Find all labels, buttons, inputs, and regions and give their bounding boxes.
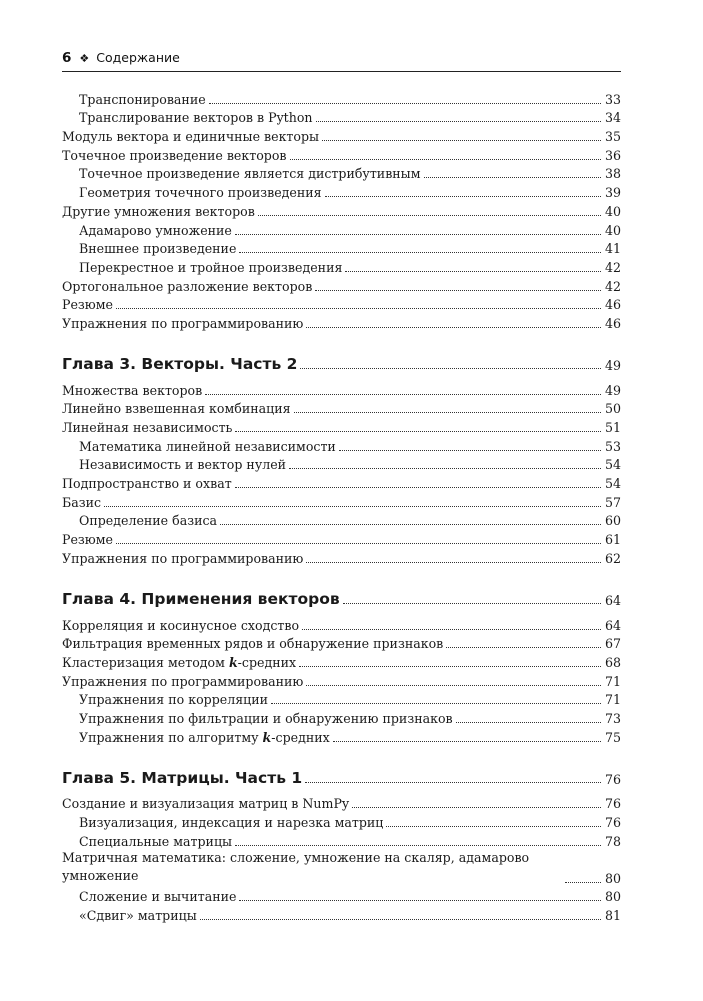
dot-leader bbox=[209, 103, 601, 104]
entry-page-number: 51 bbox=[604, 420, 621, 435]
toc-entry[interactable] bbox=[62, 651, 621, 670]
entry-page-number: 41 bbox=[604, 241, 621, 257]
dot-leader bbox=[345, 271, 601, 272]
entry-page-number: 80 bbox=[604, 889, 621, 905]
entry-page-number: 46 bbox=[604, 297, 621, 313]
dot-leader bbox=[205, 394, 601, 395]
toc-subentry[interactable] bbox=[62, 904, 621, 923]
entry-title bbox=[79, 712, 453, 726]
dot-leader bbox=[456, 722, 601, 723]
entry-title-text: Перекрестное и тройное произведения bbox=[79, 259, 343, 275]
toc-entry[interactable] bbox=[62, 275, 621, 294]
entry-title bbox=[62, 619, 299, 633]
entry-page-number: 40 bbox=[604, 222, 621, 238]
dot-leader bbox=[235, 845, 601, 846]
dot-leader bbox=[306, 685, 601, 686]
dot-leader bbox=[306, 562, 601, 563]
toc-subentry[interactable] bbox=[62, 238, 621, 257]
dot-leader bbox=[235, 487, 601, 488]
entry-title bbox=[79, 93, 206, 107]
entry-page-number: 68 bbox=[604, 654, 621, 670]
entry-title-text: Упражнения по программированию bbox=[62, 315, 304, 331]
toc-entry[interactable] bbox=[62, 528, 621, 547]
entry-title bbox=[62, 149, 287, 163]
entry-title bbox=[62, 477, 232, 491]
toc-subentry[interactable] bbox=[62, 163, 621, 182]
dot-leader bbox=[290, 159, 601, 160]
entry-title-text: Независимость и вектор нулей bbox=[79, 457, 287, 473]
chapter-title: Глава 3. Векторы. Часть 2 bbox=[62, 354, 298, 373]
running-header bbox=[62, 50, 621, 72]
entry-page-number: 50 bbox=[604, 401, 621, 417]
entry-page-number: 53 bbox=[604, 438, 621, 454]
dot-leader bbox=[333, 741, 601, 742]
entry-title-text: Визуализация, индексация и нарезка матриц bbox=[79, 815, 384, 830]
dot-leader bbox=[294, 412, 601, 413]
dot-leader bbox=[352, 807, 601, 808]
toc-entry[interactable] bbox=[62, 312, 621, 331]
entry-page-number: 76 bbox=[604, 815, 621, 830]
toc-entry[interactable] bbox=[62, 416, 621, 435]
entry-title-text: Точечное произведение векторов bbox=[62, 147, 287, 163]
entry-title-text: Точечное произведение является дистрибутивным bbox=[79, 166, 421, 182]
dot-leader bbox=[316, 121, 601, 122]
toc-entry[interactable] bbox=[62, 125, 621, 144]
toc-subentry[interactable] bbox=[62, 726, 621, 745]
entry-title-text: Упражнения по алгоритму bbox=[79, 729, 263, 745]
toc-entry[interactable] bbox=[62, 491, 621, 510]
entry-title bbox=[79, 224, 232, 238]
dot-leader bbox=[116, 543, 601, 544]
entry-title-text: Резюме bbox=[62, 297, 114, 313]
entry-title bbox=[79, 909, 197, 923]
entry-page-number: 35 bbox=[604, 129, 621, 145]
entry-title-text: Упражнения по фильтрации и обнаружению признаков bbox=[79, 710, 453, 726]
entry-title bbox=[62, 317, 303, 331]
toc-subentry[interactable] bbox=[62, 811, 621, 830]
toc-entry[interactable] bbox=[62, 614, 621, 633]
toc-subentry[interactable] bbox=[62, 830, 621, 849]
entry-page-number: 67 bbox=[604, 636, 621, 652]
entry-title bbox=[79, 261, 342, 275]
dot-leader bbox=[424, 177, 602, 178]
entry-title-text: Другие умножения векторов bbox=[62, 203, 255, 219]
entry-title bbox=[62, 280, 312, 294]
chapter-title: Глава 4. Применения векторов bbox=[62, 589, 340, 608]
entry-title-text: Математика линейной независимости bbox=[79, 438, 336, 454]
entry-title-suffix: -средних bbox=[237, 654, 297, 670]
entry-title-text: Линейно взвешенная комбинация bbox=[62, 401, 291, 417]
entry-title-text: Создание и визуализация матриц в NumPy bbox=[62, 796, 350, 812]
chapter-page-number: 64 bbox=[604, 592, 621, 608]
entry-title bbox=[79, 890, 236, 904]
entry-page-number: 62 bbox=[604, 550, 621, 566]
entry-title-text: Сложение и вычитание bbox=[79, 889, 237, 905]
toc-entry[interactable] bbox=[62, 670, 621, 689]
dot-leader bbox=[315, 290, 601, 291]
entry-title-variable: k bbox=[228, 654, 238, 670]
entry-page-number: 64 bbox=[604, 617, 621, 633]
dot-leader bbox=[322, 140, 601, 141]
toc-entry[interactable] bbox=[62, 144, 621, 163]
entry-title bbox=[62, 421, 232, 435]
entry-title bbox=[62, 496, 101, 510]
entry-page-number: 42 bbox=[604, 259, 621, 275]
dot-leader bbox=[289, 468, 601, 469]
toc-subentry[interactable] bbox=[62, 689, 621, 708]
entry-title-text: «Сдвиг» матрицы bbox=[79, 908, 197, 924]
entry-title-text: Ортогональное разложение векторов bbox=[62, 278, 313, 294]
toc-subentry[interactable] bbox=[62, 886, 621, 905]
entry-title bbox=[62, 205, 255, 219]
entry-title bbox=[62, 298, 113, 312]
dot-leader bbox=[239, 900, 601, 901]
dot-leader bbox=[305, 782, 601, 783]
entry-title bbox=[79, 167, 421, 181]
dot-leader bbox=[325, 196, 601, 197]
entry-title-text: Адамарово умножение bbox=[79, 222, 232, 238]
page-number: 6 bbox=[62, 50, 72, 66]
toc-entry[interactable] bbox=[62, 849, 621, 886]
entry-title-text: Множества векторов bbox=[62, 382, 203, 398]
dot-leader bbox=[339, 450, 601, 451]
entry-title bbox=[62, 402, 291, 416]
chapter-title: Глава 5. Матрицы. Часть 1 bbox=[62, 768, 303, 787]
entry-page-number: 76 bbox=[604, 796, 621, 812]
entry-title-suffix: -средних bbox=[271, 729, 330, 745]
entry-title-text: Подпространство и охват bbox=[62, 476, 232, 492]
toc-entry[interactable] bbox=[62, 379, 621, 398]
chapter-heading[interactable] bbox=[62, 351, 621, 373]
entry-title-text: Базис bbox=[62, 494, 102, 510]
entry-title bbox=[79, 440, 336, 454]
entry-page-number: 60 bbox=[604, 513, 621, 529]
toc-subentry[interactable] bbox=[62, 219, 621, 238]
entry-page-number: 49 bbox=[604, 382, 621, 398]
dot-leader bbox=[343, 603, 601, 604]
entry-page-number: 33 bbox=[604, 91, 621, 107]
entry-title-text: Фильтрация временных рядов и обнаружение признаков bbox=[62, 636, 444, 652]
dot-leader bbox=[386, 826, 601, 827]
entry-title-text: Транспонирование bbox=[79, 91, 206, 107]
entry-title bbox=[62, 675, 303, 689]
entry-page-number: 73 bbox=[604, 710, 621, 726]
entry-title-text: Упражнения по программированию bbox=[62, 550, 304, 566]
chapter-heading[interactable] bbox=[62, 765, 621, 787]
entry-title-text: Линейная независимость bbox=[62, 420, 233, 435]
toc-entry[interactable] bbox=[62, 294, 621, 313]
entry-title-text: Упражнения по программированию bbox=[62, 673, 304, 689]
entry-title-text: Определение базиса bbox=[79, 513, 218, 529]
toc-entry[interactable] bbox=[62, 398, 621, 417]
dot-leader bbox=[306, 327, 601, 328]
dot-leader bbox=[446, 647, 601, 648]
dot-leader bbox=[235, 431, 601, 432]
dot-leader bbox=[271, 703, 601, 704]
toc-subentry[interactable] bbox=[62, 454, 621, 473]
entry-title-text: Резюме bbox=[62, 532, 114, 548]
dot-leader bbox=[104, 506, 601, 507]
toc-entry[interactable] bbox=[62, 793, 621, 812]
entry-title-text: Упражнения по корреляции bbox=[79, 692, 269, 708]
entry-page-number: 42 bbox=[604, 278, 621, 294]
dot-leader bbox=[200, 919, 601, 920]
toc-subentry[interactable] bbox=[62, 88, 621, 107]
dot-leader bbox=[258, 215, 601, 216]
entry-page-number: 71 bbox=[604, 673, 621, 689]
dot-leader bbox=[239, 252, 601, 253]
entry-page-number: 54 bbox=[604, 457, 621, 473]
entry-page-number: 57 bbox=[604, 494, 621, 510]
chapter-page-number: 76 bbox=[604, 771, 621, 787]
table-of-contents bbox=[62, 88, 621, 923]
entry-title bbox=[79, 731, 330, 745]
entry-title bbox=[62, 849, 562, 886]
dot-leader bbox=[302, 629, 601, 630]
toc-subentry[interactable] bbox=[62, 181, 621, 200]
dot-leader bbox=[235, 234, 601, 235]
entry-page-number: 46 bbox=[604, 315, 621, 331]
entry-page-number: 40 bbox=[604, 203, 621, 219]
entry-title bbox=[62, 637, 443, 651]
entry-title-variable: k bbox=[262, 729, 272, 745]
entry-title-text: Модуль вектора и единичные векторы bbox=[62, 129, 320, 145]
entry-title bbox=[79, 514, 217, 528]
toc-subentry[interactable] bbox=[62, 510, 621, 529]
entry-title bbox=[62, 797, 349, 811]
entry-page-number: 81 bbox=[604, 908, 621, 924]
ornament-icon: ❖ bbox=[79, 52, 90, 65]
entry-title bbox=[62, 130, 319, 144]
dot-leader bbox=[220, 524, 601, 525]
entry-page-number: 80 bbox=[604, 870, 621, 886]
entry-title-text: Корреляция и косинусное сходство bbox=[62, 617, 300, 633]
entry-title-text: Кластеризация методом bbox=[62, 654, 229, 670]
entry-title bbox=[79, 242, 236, 256]
entry-title bbox=[62, 384, 202, 398]
toc-subentry[interactable] bbox=[62, 107, 621, 126]
entry-title-text: Внешнее произведение bbox=[79, 241, 237, 257]
toc-subentry[interactable] bbox=[62, 435, 621, 454]
toc-subentry[interactable] bbox=[62, 256, 621, 275]
entry-page-number: 39 bbox=[604, 185, 621, 201]
dot-leader bbox=[299, 666, 601, 667]
chapter-heading[interactable] bbox=[62, 586, 621, 608]
dot-leader bbox=[565, 882, 601, 883]
entry-title bbox=[79, 111, 313, 125]
entry-page-number: 78 bbox=[604, 833, 621, 849]
dot-leader bbox=[300, 368, 601, 369]
toc-entry[interactable] bbox=[62, 547, 621, 566]
running-title: Содержание bbox=[96, 50, 180, 65]
toc-entry[interactable] bbox=[62, 472, 621, 491]
entry-page-number: 38 bbox=[604, 166, 621, 182]
entry-title bbox=[79, 693, 268, 707]
entry-title bbox=[79, 816, 383, 830]
entry-title bbox=[79, 186, 322, 200]
entry-title bbox=[62, 552, 303, 566]
entry-title-text: Транслирование векторов в Python bbox=[79, 110, 313, 126]
entry-title bbox=[79, 835, 232, 849]
entry-title-text: Специальные матрицы bbox=[79, 833, 233, 849]
toc-entry[interactable] bbox=[62, 633, 621, 652]
entry-title bbox=[79, 458, 286, 472]
entry-page-number: 54 bbox=[604, 476, 621, 492]
dot-leader bbox=[116, 308, 601, 309]
entry-page-number: 61 bbox=[604, 532, 621, 548]
entry-title bbox=[62, 533, 113, 547]
entry-title-text: Геометрия точечного произведения bbox=[79, 185, 322, 201]
entry-page-number: 71 bbox=[604, 692, 621, 708]
entry-page-number: 34 bbox=[604, 110, 621, 126]
entry-title-text: Матричная математика: сложение, умножение на скаляр, адамарово умножение bbox=[62, 849, 530, 884]
toc-entry[interactable] bbox=[62, 200, 621, 219]
entry-page-number: 75 bbox=[604, 729, 621, 745]
entry-title bbox=[62, 656, 296, 670]
chapter-page-number: 49 bbox=[604, 357, 621, 373]
entry-page-number: 36 bbox=[604, 147, 621, 163]
toc-subentry[interactable] bbox=[62, 707, 621, 726]
